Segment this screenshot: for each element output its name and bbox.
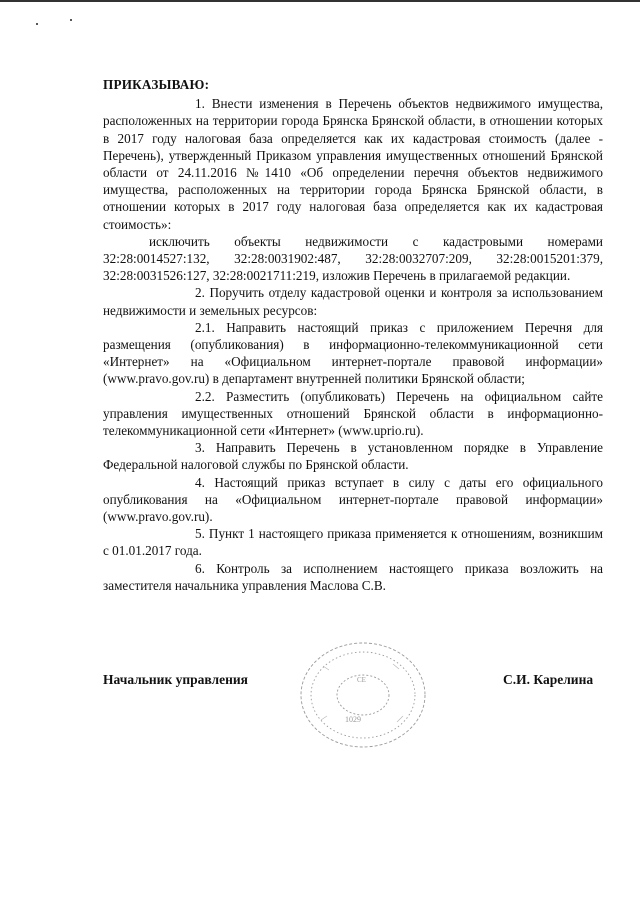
paragraph-number: 4.	[195, 474, 205, 490]
paragraph-text: Пункт 1 настоящего приказа применяется к отношениям, возникшим с 01.01.2017 года.	[103, 526, 603, 559]
paragraph-number: 2.1.	[195, 319, 215, 335]
paragraph-number: 2.2.	[195, 388, 215, 404]
paragraph-5	[103, 525, 603, 559]
signatory-name: С.И. Карелина	[503, 672, 594, 687]
paragraph-text: Настоящий приказ вступает в силу с даты его официального опубликования на «Официальном интернет-портале правовой информации» (www.pravo.gov.ru).	[103, 474, 603, 525]
paragraph-1	[103, 95, 603, 233]
scan-speck	[36, 23, 38, 25]
paragraph-text: исключить объекты недвижимости с кадастровыми номерами 32:28:0014527:132, 32:28:0031902:487, 32:28:0032707:209, 32:28:0015201:379, 32:28:0031526:127, 32:28:0021711:219, изложив Перечень в прилагаемой редакции.	[103, 233, 603, 284]
paragraph-2-1	[103, 319, 603, 388]
paragraph-number: 6.	[195, 560, 205, 576]
paragraph-text: Направить настоящий приказ с приложением Перечня для размещения (опубликования) в информационно-телекоммуникационной сети «Интернет» на «Официальном интернет-портале правовой информации» (www.pravo.gov.ru) в департамент внутренней политики Брянской области;	[103, 319, 604, 387]
signatory-position: Начальник управления	[103, 672, 248, 687]
paragraph-1-exclusion	[103, 233, 603, 285]
svg-text:CE: CE	[357, 676, 366, 684]
paragraph-4	[103, 474, 603, 526]
paragraph-number: 1.	[195, 96, 205, 112]
paragraph-6	[103, 560, 603, 594]
paragraph-3	[103, 439, 603, 473]
order-heading: ПРИКАЗЫВАЮ:	[103, 77, 210, 92]
paragraph-number: 2.	[195, 285, 205, 301]
order-body	[103, 76, 603, 594]
paragraph-text: Поручить отделу кадастровой оценки и контроля за использованием недвижимости и земельных ресурсов:	[103, 285, 603, 318]
paragraph-text: Разместить (опубликовать) Перечень на официальном сайте управления имущественных отношений Брянской области в информационно-телекоммуникационной сети «Интернет» (www.uprio.ru).	[103, 388, 604, 439]
svg-text:1029: 1029	[345, 715, 361, 724]
paragraph-number: 5.	[195, 526, 205, 542]
page-top-border	[0, 0, 640, 2]
official-stamp-seal	[293, 636, 433, 754]
paragraph-2	[103, 284, 603, 318]
paragraph-text: Направить Перечень в установленном порядке в Управление Федеральной налоговой службы по Брянской области.	[103, 440, 604, 473]
paragraph-text: Контроль за исполнением настоящего приказа возложить на заместителя начальника управления Маслова С.В.	[103, 560, 603, 593]
paragraph-2-2	[103, 388, 603, 440]
paragraph-number: 3.	[195, 440, 205, 456]
scan-speck	[70, 19, 72, 21]
paragraph-text: Внести изменения в Перечень объектов недвижимого имущества, расположенных на территории города Брянска Брянской области, в отношении которых в 2017 году налоговая база определяется как их кадастровая стоимость (далее - Перечень), утвержденный Приказом управления имущественных отношений Брянской области от 24.11.2016 №1410 «Об определении перечня объектов недвижимого имущества, расположенных на территории города Брянска Брянской области, в отношении которых в 2017 году налоговая база определяется как их кадастровая стоимость»:	[103, 96, 603, 232]
